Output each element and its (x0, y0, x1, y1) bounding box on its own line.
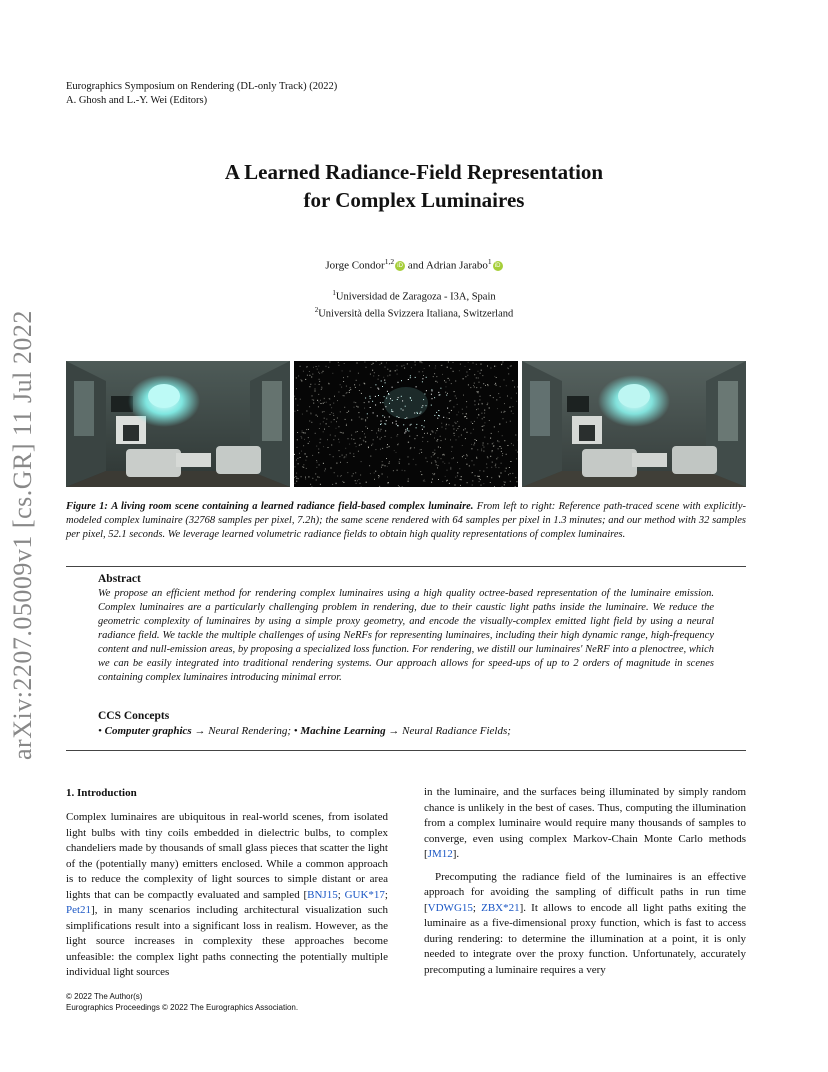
citation-link[interactable]: GUK*17 (344, 888, 385, 901)
divider (66, 566, 746, 567)
figure-image-reference (66, 361, 290, 487)
footer-line: © 2022 The Author(s) (66, 992, 143, 1001)
paper-title (0, 158, 828, 214)
editors-line: A. Ghosh and L.-Y. Wei (Editors) (66, 95, 208, 106)
divider (66, 750, 746, 751)
paragraph: in the luminaire, and the surfaces being illuminated by simply random chance is unlikely in the best of cases. Thus, computing the illumination from a complex luminaire would require many thousands of samples to converge, even using complex Markov-Chain Monte Carlo methods [JM12]. (424, 786, 746, 860)
body-column-left (66, 810, 388, 981)
author-list (0, 257, 828, 272)
author-affil-sup: 1,2 (384, 257, 395, 266)
paragraph: Precomputing the radiance field of the luminaires is an effective approach for avoiding the sampling of difficult paths in run time [VDWG15; ZBX*21]. It allows to encode all light paths exiting the luminaire as a five-dimensional proxy function, which is fast to access during rendering: to determine the illumination at a point, it is only needed to integrate over the proxy function. Unfortunately, accurately precomputing a luminaire requires a very (424, 870, 746, 976)
orcid-icon[interactable]: iD (395, 261, 405, 271)
title-line-2: for Complex Luminaires (303, 188, 525, 212)
ccs-subitem: Neural Radiance Fields; (402, 725, 511, 737)
caption-text: From left to right: Reference path-traced scene with explicitly-modeled complex luminaire (32768 samples per pixel, 7.2h); the same scene rendered with 64 samples per pixel in 1.3 minutes; and our method with 32 samples per pixel, 52.1 seconds. We leverage learned volumetric radiance fields to obtain high quality representations of complex luminaires. (66, 501, 746, 540)
affiliations (0, 287, 828, 320)
venue-header (66, 80, 337, 108)
affiliation-line: $^2$Università della Svizzera Italiana, Switzerland (314, 305, 514, 319)
caption-label: Figure 1: (66, 501, 108, 512)
ccs-concepts: • Computer graphics → Neural Rendering; • Machine Learning → Neural Radiance Fields; (98, 725, 511, 737)
paragraph: Complex luminaires are ubiquitous in real-world scenes, from isolated light bulbs with tiny coils embedded in dielectric bulbs, to complex chandeliers made by thousands of small glass pieces that scatter the light of the (potentially many) emitters enclosed. While a common approach is to reduce the complexity of light sources to simple distant or area lights that can be compactly evaluated and sampled [BNJ15; GUK*17; Pet21], in many scenarios including architectural visualization such simplifications result into a significant loss in realism. However, as the light source increases in complexity these approaches become unfeasible: the complex light paths connecting the potentially multiple individual light sources (66, 811, 388, 978)
figure-image-ours (522, 361, 746, 487)
caption-bold: A living room scene containing a learned radiance field-based complex luminaire. (111, 501, 474, 512)
citation-link[interactable]: BNJ15 (307, 888, 338, 901)
section-heading: 1. Introduction (66, 787, 137, 799)
author-name: and Adrian Jarabo (407, 259, 488, 272)
venue-line: Eurographics Symposium on Rendering (DL-only Track) (2022) (66, 81, 338, 92)
affiliation-line: $^1$Universidad de Zaragoza - I3A, Spain (332, 289, 496, 303)
footer-line: Eurographics Proceedings © 2022 The Eurographics Association. (66, 1003, 299, 1012)
citation-link[interactable]: Pet21 (66, 904, 92, 916)
citation-link[interactable]: ZBX*21 (481, 901, 520, 914)
abstract-heading: Abstract (98, 573, 141, 585)
citation-link[interactable]: VDWG15 (427, 901, 473, 914)
body-column-right (424, 785, 746, 978)
author-name: Jorge Condor (325, 259, 385, 272)
figure-image-noisy (294, 361, 518, 487)
author-affil-sup: 1 (487, 257, 492, 266)
figure-caption (66, 500, 746, 542)
copyright-footer (66, 991, 298, 1013)
ccs-subitem: Neural Rendering; (208, 725, 292, 737)
arxiv-stamp: arXiv:2207.05009v1 [cs.GR] 11 Jul 2022 (8, 310, 37, 760)
ccs-item: Computer graphics (104, 725, 192, 737)
orcid-icon[interactable]: iD (493, 261, 503, 271)
ccs-item: Machine Learning (300, 725, 386, 737)
abstract-text: We propose an efficient method for rendering complex luminaires using a high quality octree-based representation of the luminaire emission. Complex luminaires are a particularly challenging problem in rendering, due to their caustic light paths inside the luminaire. We reduce the geometric complexity of luminaires by using a simple proxy geometry, and encode the visually-complex emitted light field by using a neural radiance field. We tackle the multiple challenges of using NeRFs for representing luminaires, including their high dynamic range, high-frequency content and null-emission areas, by proposing a specialized loss function. For rendering, we distill our luminaires' NeRF into a plenoctree, which we can be easily integrated into traditional rendering systems. Our approach allows for speed-ups of up to 2 orders of magnitude in scenes containing complex luminaires introducing minimal error. (98, 588, 714, 683)
citation-link[interactable]: JM12 (427, 848, 453, 860)
ccs-heading: CCS Concepts (98, 710, 170, 722)
title-line-1: A Learned Radiance-Field Representation (224, 160, 604, 184)
